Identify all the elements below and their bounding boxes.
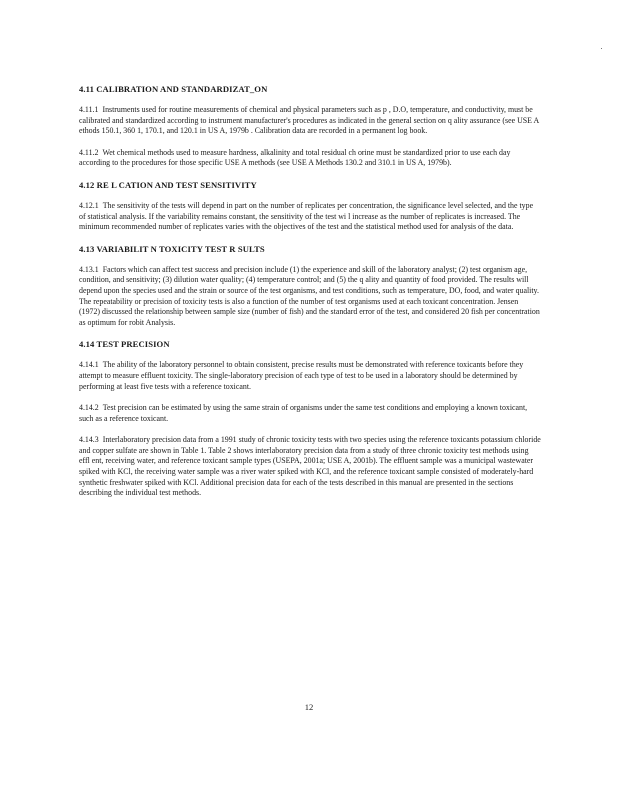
- paragraph-text: Factors which can affect test success and precision include (1) the experience and skill of the laboratory analyst; (2) test organism age, condition, and sensitivity; (3) dilution water quality; (4) temperature control; and (5) the q ality and quantity of food provided. The results will depend upon the species used and the strain or source of the test organisms, and test conditions, such as temperature, DO, food, and water quality. The repeatability or precision of toxicity tests is also a function of the number of test organisms used at each toxicant concentration. Jensen (1972) discussed the relationship between sample size (number of fish) and the standard error of the test, and considered 20 fish per concentration as optimum for robit Analysis.: [79, 264, 540, 327]
- paragraph-number: 4.12.1: [79, 200, 99, 210]
- paragraph-text: The ability of the laboratory personnel to obtain consistent, precise results must be demonstrated with reference toxicants before they attempt to measure effluent toxicity. The single-laboratory precision of each type of test to be used in a laboratory should be determined by performing at least five tests with a reference toxicant.: [79, 360, 524, 391]
- paragraph-text: Test precision can be estimated by using the same strain of organisms under the same test conditions and employing a known toxicant, such as a reference toxicant.: [79, 403, 528, 423]
- paragraph-number: 4.14.2: [79, 403, 99, 413]
- section-heading: 4.13 VARIABILIT N TOXICITY TEST R SULTS: [79, 243, 265, 254]
- paragraph-text: The sensitivity of the tests will depend in part on the number of replicates per concentration, the significance level selected, and the type of statistical analysis. If the variability remains constant, the sensitivity of the test wi l increase as the number of replicates is increased. The minimum recommended number of replicates varies with the objectives of the test and the statistical method used for analysis of the data.: [79, 200, 534, 232]
- section-4-12: [79, 180, 541, 233]
- page-number: 12: [304, 702, 314, 712]
- section-4-13: [79, 244, 541, 329]
- paragraph-text: Interlaboratory precision data from a 1991 study of chronic toxicity tests with two species using the reference toxicants potassium chloride and copper sulfate are shown in Table 1. Table 2 shows interlaboratory precision data from a study of three chronic toxicity test methods using effl ent, receiving water, and reference toxicant sample types (USEPA, 2001a; USE A, 2001b). The effluent sample was a municipal wastewater spiked with KCl, the receiving water sample was a river water spiked with KCl, and the reference toxicant sample consisted of moderately-hard synthetic freshwater spiked with KCl. Additional precision data for each of the tests described in this manual are presented in the sections describing the individual test methods.: [79, 435, 541, 498]
- paragraph-4-14-1: [79, 360, 541, 392]
- paragraph-text: Wet chemical methods used to measure hardness, alkalinity and total residual ch orine must be standardized prior to use each day according to the procedures for those specific USE A methods (see USE A Methods 130.2 and 310.1 in US A, 1979b).: [79, 147, 511, 168]
- paragraph-4-11-2: [79, 148, 541, 169]
- paragraph-4-14-2: [79, 403, 541, 424]
- paragraph-4-11-1: [79, 105, 541, 137]
- paragraph-number: 4.14.3: [79, 435, 99, 445]
- section-heading: 4.11 CALIBRATION AND STANDARDIZAT_ON: [79, 84, 268, 94]
- paragraph-number: 4.13.1: [79, 264, 99, 274]
- paragraph-number: 4.11.2: [79, 147, 99, 157]
- section-heading: 4.12 RE L CATION AND TEST SENSITIVITY: [79, 179, 257, 190]
- paragraph-4-13-1: [79, 265, 541, 329]
- section-4-11: [79, 84, 541, 169]
- section-4-14: [79, 339, 541, 499]
- paragraph-number: 4.11.1: [79, 105, 99, 114]
- paragraph-4-12-1: [79, 201, 541, 233]
- scan-speck: [601, 48, 602, 49]
- section-heading: 4.14 TEST PRECISION: [79, 339, 170, 350]
- document-body: [79, 84, 541, 510]
- paragraph-4-14-3: [79, 435, 541, 499]
- paragraph-text: Instruments used for routine measurements of chemical and physical parameters such as p , D.O, temperature, and conductivity, must be calibrated and standardized according to instrument manufacturer's procedures as indicated in the general section on q ality assurance (see USE A ethods 150.1, 360 1, 170.1, and 120.1 in US A, 1979b . Calibration data are recorded in a permanent log book.: [79, 105, 539, 136]
- paragraph-number: 4.14.1: [79, 360, 99, 370]
